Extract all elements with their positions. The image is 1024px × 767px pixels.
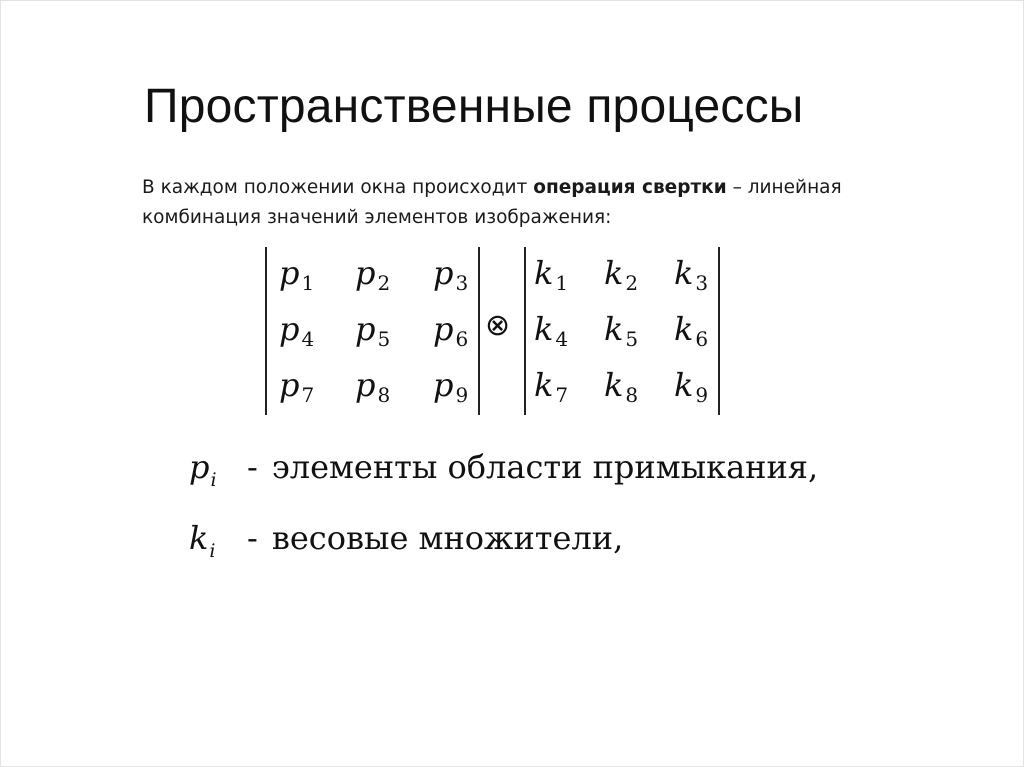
convolution-operator-icon: ⊗ [485, 308, 511, 343]
matrix-k-cell: k $_8$ [604, 366, 639, 407]
definition-p-dash: - [247, 448, 258, 486]
matrix-p-cell: p $_9$ [433, 366, 469, 407]
matrix-k [524, 247, 720, 415]
slide-title: Пространственные процессы [144, 80, 804, 133]
matrix-p-cell: p $_2$ [355, 254, 391, 295]
definition-k-text: весовые множители, [271, 519, 624, 557]
definition-p-symbol: $p_i$ [189, 448, 217, 491]
matrix-p-cell: p $_3$ [433, 254, 469, 295]
matrix-k-cell: k $_4$ [534, 310, 569, 351]
intro-bold-term: операция свертки [533, 177, 727, 198]
matrix-p-cell: p $_4$ [279, 310, 315, 351]
definition-k-dash: - [247, 519, 258, 557]
definition-p [189, 448, 818, 491]
matrix-p-cell: p $_5$ [355, 310, 391, 351]
matrix-p-cell: p $_1$ [279, 254, 315, 295]
matrix-k-cell: k $_3$ [674, 254, 709, 295]
matrix-p-left-bar [265, 247, 267, 415]
intro-text-before: В каждом положении окна происходит [142, 177, 534, 198]
matrix-k-cell: k $_2$ [604, 254, 639, 295]
matrix-k-left-bar [524, 247, 526, 415]
matrix-p-cell: p $_7$ [279, 366, 315, 407]
matrix-k-cell: k $_5$ [604, 310, 639, 351]
matrix-p-right-bar [478, 247, 480, 415]
matrix-k-cell: k $_9$ [674, 366, 709, 407]
matrix-k-cell: k $_1$ [534, 254, 569, 295]
matrix-k-cell: k $_7$ [534, 366, 569, 407]
matrix-k-cell: k $_6$ [674, 310, 709, 351]
intro-text-after: – линейная комбинация значений элементов изображения: [142, 177, 842, 228]
definition-k-symbol: $k_i$ [189, 519, 216, 562]
definition-p-text: элементы области примыкания, [271, 448, 819, 486]
matrix-p [265, 247, 480, 415]
matrix-p-cell: p $_6$ [433, 310, 469, 351]
matrix-k-right-bar [718, 247, 720, 415]
intro-paragraph [142, 173, 842, 233]
matrix-p-cell: p $_8$ [355, 366, 391, 407]
definition-k [189, 519, 623, 562]
